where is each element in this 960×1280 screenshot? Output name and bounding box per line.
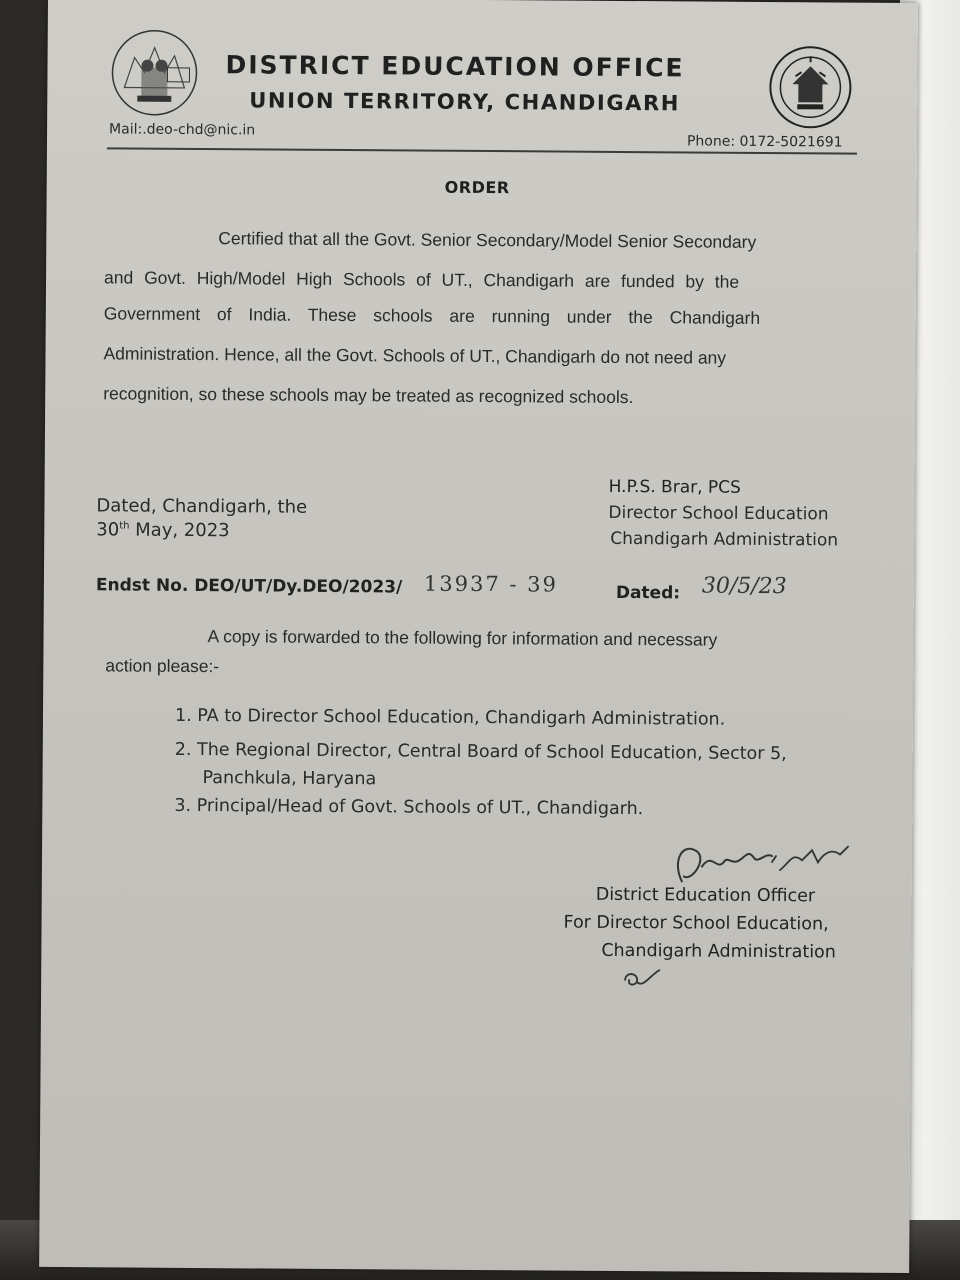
dated-date xyxy=(96,519,230,541)
endorsement-date-handwritten: 30/5/23 xyxy=(701,573,787,600)
recipient-text: PA to Director School Education, Chandigarh Administration. xyxy=(197,706,726,730)
initials-mark xyxy=(619,966,669,990)
education-department-seal-icon xyxy=(767,44,854,131)
body-line-1: Certified that all the Govt. Senior Secondary/Model Senior Secondary xyxy=(218,228,757,252)
endorsement-number-handwritten: 13937 - 39 xyxy=(423,571,558,597)
body-line-5: recognition, so these schools may be treated as recognized schools. xyxy=(103,383,634,408)
document-page xyxy=(39,0,918,1273)
recipient-item-3 xyxy=(174,796,643,819)
recipient-text: Principal/Head of Govt. Schools of UT., Chandigarh. xyxy=(196,796,644,820)
recipient-item-2-continued: Panchkula, Haryana xyxy=(202,768,377,790)
office-mail: Mail:.deo-chd@nic.in xyxy=(109,121,256,139)
closing-line-1: District Education Officer xyxy=(595,884,816,907)
recipient-item-1 xyxy=(175,706,725,730)
recipient-text: The Regional Director, Central Board of School Education, Sector 5, xyxy=(196,740,787,765)
signatory-designation: Director School Education xyxy=(608,502,829,525)
signatory-name: H.P.S. Brar, PCS xyxy=(608,476,741,498)
copy-text-line-2: action please:- xyxy=(105,655,220,677)
dated-suffix: th xyxy=(119,520,130,532)
body-line-4: Administration. Hence, all the Govt. Schools of UT., Chandigarh do not need any xyxy=(103,343,727,368)
copy-text-line-1: A copy is forwarded to the following for information and necessary xyxy=(207,626,718,650)
national-emblem-icon xyxy=(109,27,200,118)
endorsement-dated-label: Dated: xyxy=(615,582,681,604)
office-title: DISTRICT EDUCATION OFFICE xyxy=(225,50,685,83)
closing-line-2: For Director School Education, xyxy=(563,912,829,935)
recipient-number: 2. xyxy=(174,739,192,760)
body-line-3: Government of India. These schools are running under the Chandigarh xyxy=(103,303,761,328)
office-phone: Phone: 0172-5021691 xyxy=(686,133,843,151)
recipient-number: 3. xyxy=(174,795,192,816)
dated-line: Dated, Chandigarh, the xyxy=(96,495,308,518)
dated-rest: May, 2023 xyxy=(129,519,230,542)
dated-day: 30 xyxy=(96,519,120,541)
body-line-2: and Govt. High/Model High Schools of UT., Chandigarh are funded by the xyxy=(103,267,740,292)
recipient-item-2 xyxy=(175,740,787,764)
office-subtitle: UNION TERRITORY, CHANDIGARH xyxy=(249,88,681,116)
closing-line-3: Chandigarh Administration xyxy=(601,940,836,963)
recipient-number: 1. xyxy=(174,705,192,726)
handwritten-signature xyxy=(662,821,862,892)
order-heading: ORDER xyxy=(444,177,510,198)
signatory-office: Chandigarh Administration xyxy=(610,528,839,551)
endorsement-label: Endst No. DEO/UT/Dy.DEO/2023/ xyxy=(95,575,403,598)
